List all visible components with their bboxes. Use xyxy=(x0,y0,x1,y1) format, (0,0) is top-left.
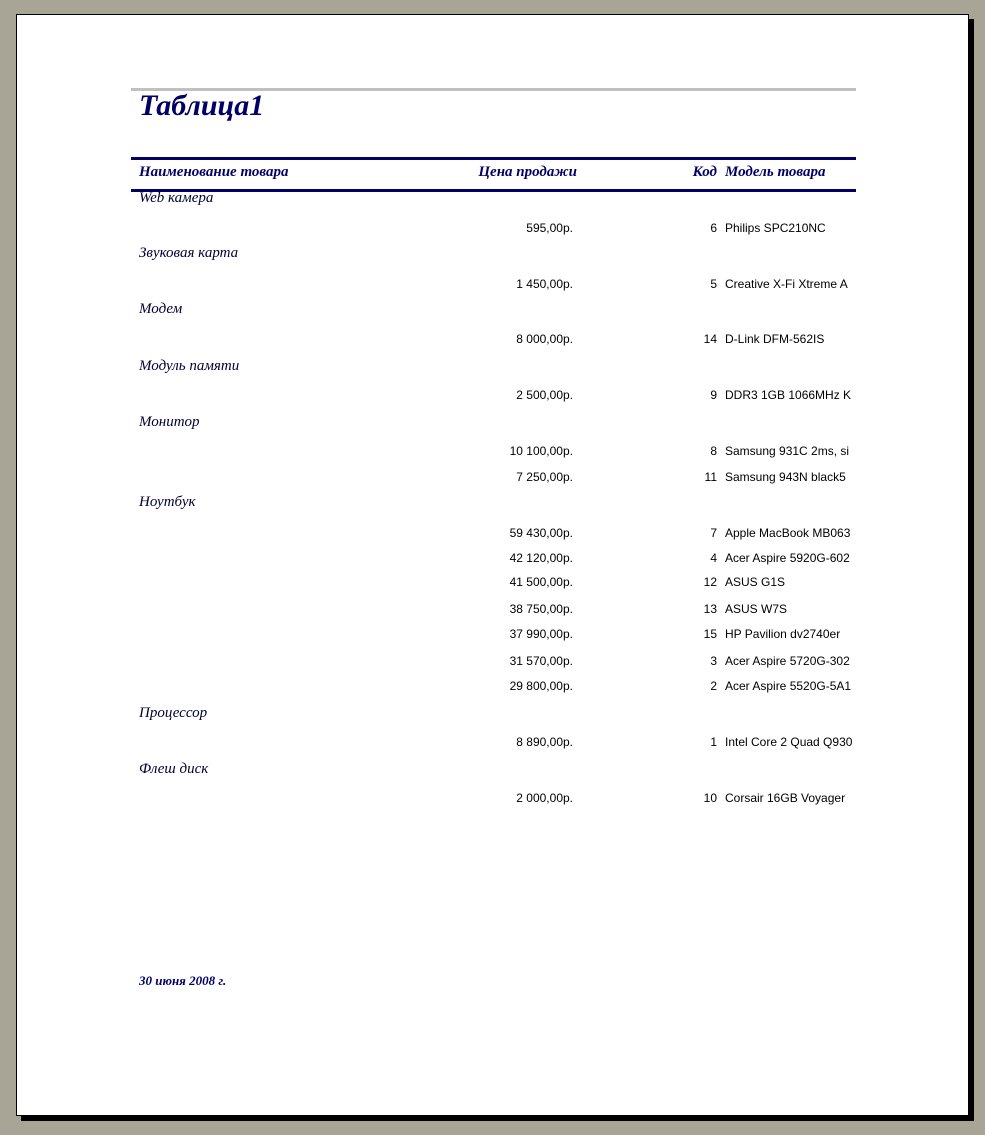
code-cell: 10 xyxy=(703,791,717,805)
price-cell: 31 570,00р. xyxy=(509,654,573,668)
column-header-model: Модель товара xyxy=(725,164,826,180)
price-cell: 42 120,00р. xyxy=(509,551,573,565)
model-cell: Samsung 931C 2ms, si xyxy=(725,444,850,458)
code-cell: 15 xyxy=(703,627,717,641)
price-cell: 7 250,00р. xyxy=(516,470,573,484)
model-cell: ASUS G1S xyxy=(725,575,786,589)
header-bottom-rule xyxy=(131,189,856,192)
report-page xyxy=(16,14,969,1116)
code-cell: 14 xyxy=(703,332,717,346)
price-cell: 2 500,00р. xyxy=(516,388,573,402)
price-cell: 38 750,00р. xyxy=(509,602,573,616)
code-cell: 13 xyxy=(703,602,717,616)
report-area xyxy=(131,15,856,1115)
model-cell: HP Pavilion dv2740er xyxy=(725,627,841,641)
category-label: Модуль памяти xyxy=(139,358,240,374)
price-cell: 2 000,00р. xyxy=(516,791,573,805)
price-cell: 37 990,00р. xyxy=(509,627,573,641)
code-cell: 11 xyxy=(704,470,717,484)
model-cell: Samsung 943N black5 xyxy=(725,470,846,484)
category-label: Модем xyxy=(139,301,183,317)
model-cell: Acer Aspire 5920G-602 xyxy=(725,551,850,565)
report-title: Таблица1 xyxy=(139,89,265,122)
column-header-code: Код xyxy=(692,164,717,180)
model-cell: Philips SPC210NC xyxy=(725,221,826,235)
price-cell: 8 000,00р. xyxy=(516,332,573,346)
code-cell: 3 xyxy=(710,654,717,668)
category-label: Звуковая карта xyxy=(139,245,239,261)
code-cell: 7 xyxy=(710,526,717,540)
model-cell: Intel Core 2 Quad Q930 xyxy=(725,735,853,749)
category-label: Ноутбук xyxy=(139,494,196,510)
model-cell: DDR3 1GB 1066MHz K xyxy=(725,388,852,402)
code-cell: 8 xyxy=(710,444,717,458)
price-cell: 1 450,00р. xyxy=(516,277,573,291)
header-top-rule xyxy=(131,157,856,160)
price-cell: 8 890,00р. xyxy=(516,735,573,749)
code-cell: 4 xyxy=(710,551,717,565)
code-cell: 1 xyxy=(710,735,717,749)
category-label: Web камера xyxy=(139,190,214,206)
price-cell: 29 800,00р. xyxy=(509,679,573,693)
model-cell: Creative X-Fi Xtreme A xyxy=(725,277,848,291)
category-label: Флеш диск xyxy=(139,761,209,777)
price-cell: 10 100,00р. xyxy=(509,444,573,458)
code-cell: 12 xyxy=(703,575,717,589)
model-cell: D-Link DFM-562IS xyxy=(725,332,825,346)
model-cell: Acer Aspire 5720G-302 xyxy=(725,654,850,668)
category-label: Монитор xyxy=(139,414,200,430)
code-cell: 6 xyxy=(710,221,717,235)
price-cell: 41 500,00р. xyxy=(509,575,573,589)
code-cell: 5 xyxy=(710,277,717,291)
column-header-name: Наименование товара xyxy=(139,164,289,180)
model-cell: ASUS W7S xyxy=(725,602,788,616)
column-header-price: Цена продажи xyxy=(478,164,577,180)
report-footer-date: 30 июня 2008 г. xyxy=(139,973,227,988)
price-cell: 59 430,00р. xyxy=(509,526,573,540)
code-cell: 2 xyxy=(710,679,717,693)
model-cell: Acer Aspire 5520G-5A1 xyxy=(725,679,852,693)
model-cell: Corsair 16GB Voyager xyxy=(725,791,846,805)
model-cell: Apple MacBook MB063 xyxy=(725,526,851,540)
code-cell: 9 xyxy=(710,388,717,402)
category-label: Процессор xyxy=(139,705,208,721)
price-cell: 595,00р. xyxy=(526,221,573,235)
